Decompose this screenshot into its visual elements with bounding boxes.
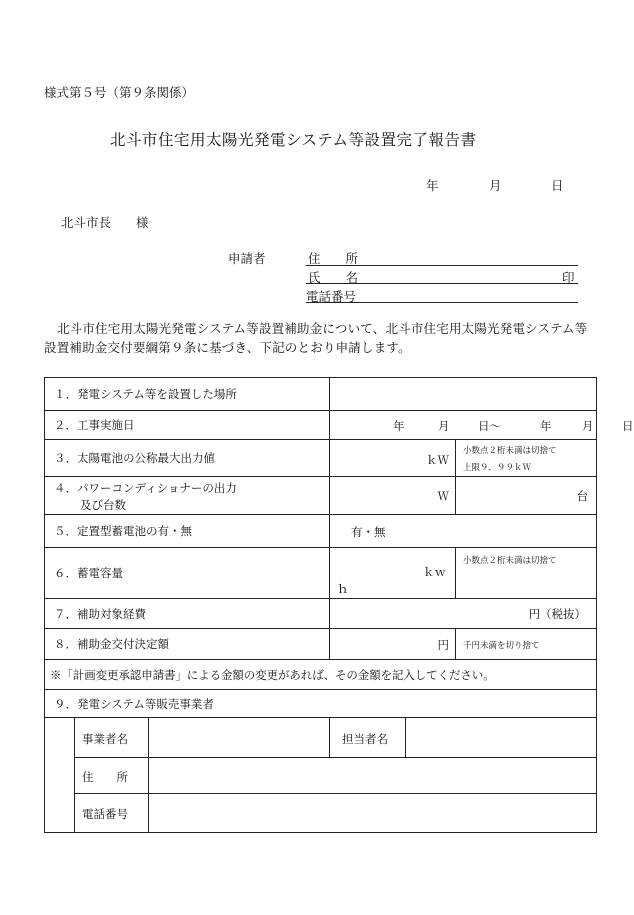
- row-eligible-cost: [45, 599, 597, 629]
- power-conditioner-label: ４．パワーコンディショナーの出力: [54, 481, 237, 495]
- decided-amount-unit: 円: [437, 638, 450, 652]
- vendor-address-field[interactable]: [149, 758, 597, 794]
- date-month-label: 月: [489, 178, 502, 193]
- work-end-year: 年: [540, 419, 552, 433]
- seal-mark: 印: [562, 270, 575, 285]
- decided-amount-note: 千円未満を切り捨て: [463, 641, 540, 651]
- install-location-field[interactable]: [330, 378, 597, 411]
- power-conditioner-label-2: 及び台数: [80, 498, 126, 512]
- vendor-phone-field[interactable]: [149, 794, 597, 833]
- work-date-field[interactable]: [330, 411, 634, 440]
- row-storage-battery: [45, 515, 597, 548]
- vendor-address-label: 住 所: [82, 770, 128, 784]
- decided-amount-label: ８．補助金交付決定額: [54, 637, 169, 651]
- row-work-date: [45, 411, 597, 440]
- applicant-address-line[interactable]: [306, 265, 578, 266]
- storage-capacity-unit-h: ｈ: [337, 582, 349, 596]
- vendor-heading: ９．発電システム等販売事業者: [54, 696, 214, 711]
- storage-capacity-unit-kw: ｋｗ: [423, 565, 447, 579]
- row-solar-output: [45, 440, 597, 477]
- solar-output-note-truncate: 小数点２桁未満は切捨て: [463, 446, 557, 456]
- storage-battery-label: ５．定置型蓄電池の有・無: [54, 524, 192, 538]
- row-storage-capacity: [45, 548, 597, 599]
- addressee: 北斗市長 様: [61, 215, 149, 230]
- row-decided-amount: [45, 629, 597, 660]
- date-year-label: 年: [426, 178, 439, 193]
- solar-output-field[interactable]: [330, 440, 456, 477]
- vendor-business-label: 事業者名: [82, 732, 128, 746]
- vendor-contact-label: 担当者名: [342, 732, 389, 746]
- applicant-phone-line[interactable]: [306, 302, 578, 303]
- vendor-contact-field[interactable]: [406, 718, 597, 758]
- applicant-name-line[interactable]: [306, 283, 578, 284]
- work-start-year: 年: [393, 419, 405, 433]
- eligible-cost-label: ７．補助対象経費: [54, 606, 146, 621]
- change-notice: ※「計画変更承認申請書」による金額の変更があれば、その金額を記入してください。: [50, 668, 495, 682]
- row-vendor-heading: [45, 690, 597, 718]
- request-statement: 北斗市住宅用太陽光発電システム等設置補助金について、北斗市住宅用太陽光発電システム等設置補助金交付要綱第９条に基づき、下記のとおり申請します。: [44, 321, 588, 355]
- solar-output-unit: ｋＷ: [426, 453, 450, 467]
- applicant-address-label: 住 所: [308, 251, 359, 266]
- report-table: [44, 377, 634, 833]
- decided-amount-field[interactable]: [330, 629, 456, 660]
- date-day-label: 日: [551, 178, 564, 193]
- vendor-business-field[interactable]: [149, 718, 330, 758]
- row-vendor-address: [45, 758, 597, 794]
- work-date-label: ２．工事実施日: [54, 418, 135, 432]
- solar-output-note-limit: 上限９．９９ｋＷ: [463, 463, 532, 473]
- eligible-cost-unit: 円（税抜）: [528, 607, 587, 621]
- row-vendor-business: [45, 718, 597, 758]
- eligible-cost-field[interactable]: [330, 599, 597, 629]
- row-vendor-phone: [45, 794, 597, 833]
- work-start-day: 日～: [478, 419, 502, 433]
- storage-battery-choice[interactable]: [330, 515, 597, 548]
- power-conditioner-count-field[interactable]: [456, 477, 597, 515]
- row-notice: [45, 660, 597, 690]
- work-end-month: 月: [582, 419, 594, 433]
- work-end-day: 日: [622, 419, 634, 433]
- storage-capacity-label: ６．蓄電容量: [54, 566, 123, 580]
- storage-capacity-field[interactable]: [330, 548, 456, 599]
- applicant-phone-label: 電話番号: [306, 289, 357, 304]
- page-title: 北斗市住宅用太陽光発電システム等設置完了報告書: [110, 131, 477, 149]
- power-conditioner-count-unit: 台: [576, 489, 589, 503]
- form-number: 様式第５号（第９条関係）: [44, 85, 195, 100]
- power-conditioner-output-unit: Ｗ: [437, 489, 450, 503]
- work-start-month: 月: [438, 419, 450, 433]
- applicant-name-label: 氏 名: [308, 270, 359, 285]
- row-install-location: [45, 378, 597, 411]
- solar-output-label: ３．太陽電池の公称最大出力値: [54, 451, 215, 465]
- applicant-label: 申請者: [228, 251, 266, 266]
- install-location-label: １．発電システム等を設置した場所: [54, 387, 237, 401]
- storage-capacity-note: 小数点２桁未満は切捨て: [463, 556, 557, 566]
- power-conditioner-output-field[interactable]: [330, 477, 456, 515]
- storage-battery-yes-no: 有・無: [351, 525, 386, 539]
- row-power-conditioner: [45, 477, 597, 515]
- vendor-phone-label: 電話番号: [82, 807, 128, 821]
